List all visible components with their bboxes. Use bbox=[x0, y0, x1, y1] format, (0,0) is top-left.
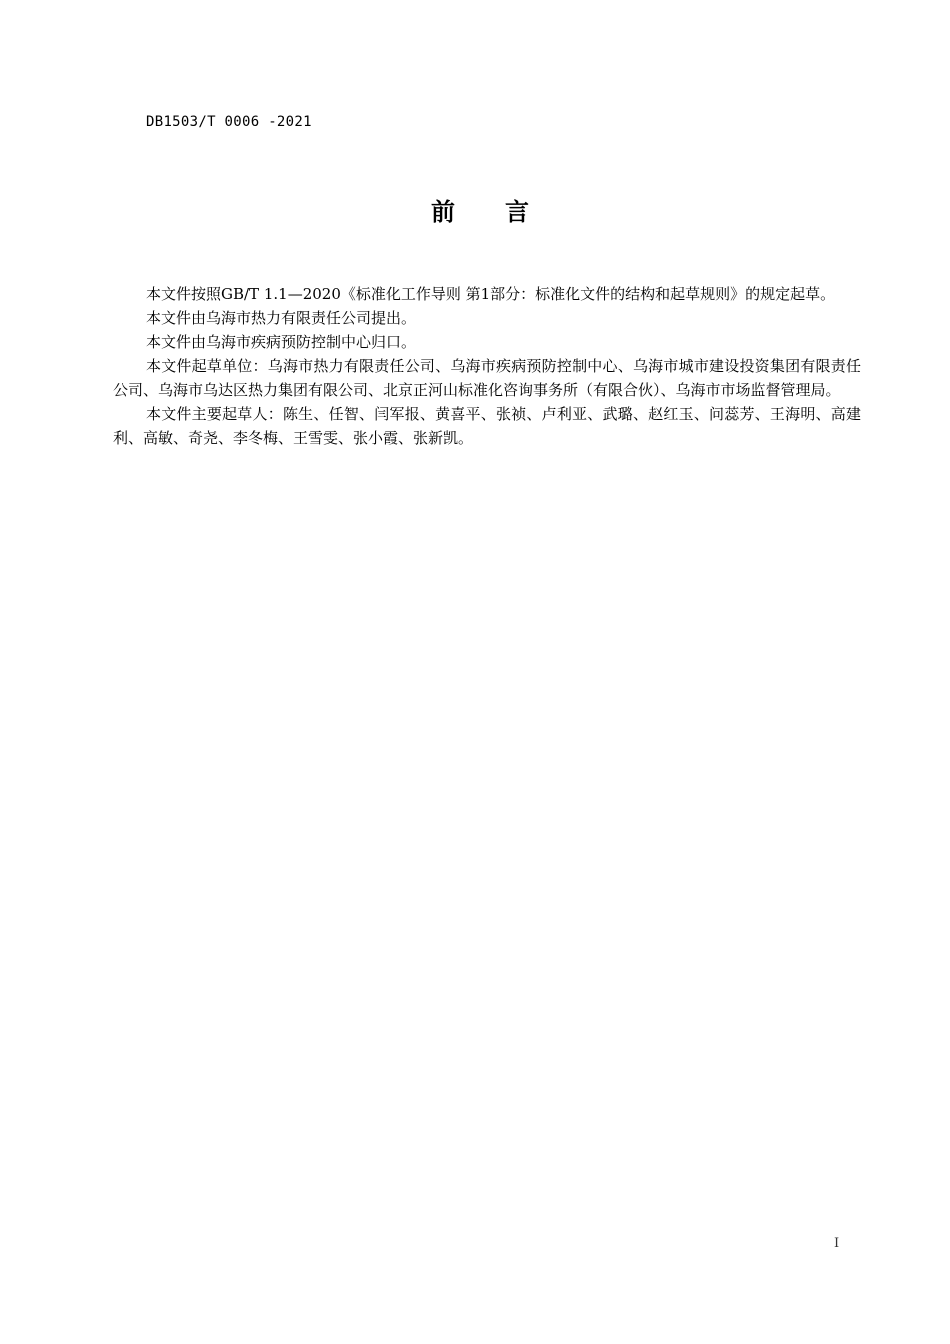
page-title bbox=[0, 196, 950, 228]
page-number: I bbox=[834, 1236, 840, 1251]
title-char-2: 言 bbox=[505, 198, 529, 226]
title-char-1: 前 bbox=[431, 198, 455, 226]
foreword-body bbox=[113, 282, 861, 450]
paragraph-drafting-rules: 本文件按照GB/T 1.1—2020《标准化工作导则 第1部分：标准化文件的结构和起草规则》的规定起草。 bbox=[146, 285, 836, 303]
paragraph-proposer: 本文件由乌海市热力有限责任公司提出。 bbox=[146, 309, 417, 327]
paragraph-centralized-unit: 本文件由乌海市疾病预防控制中心归口。 bbox=[146, 333, 417, 351]
paragraph-drafters: 本文件主要起草人：陈生、任智、闫军报、黄喜平、张祯、卢利亚、武璐、赵红玉、问蕊芳、王海明、高建利、高敏、奇尧、李冬梅、王雪雯、张小霞、张新凯。 bbox=[113, 405, 861, 447]
document-code: DB1503/T 0006 -2021 bbox=[146, 114, 312, 130]
paragraph-drafting-units: 本文件起草单位：乌海市热力有限责任公司、乌海市疾病预防控制中心、乌海市城市建设投资集团有限责任公司、乌海市乌达区热力集团有限公司、北京正河山标准化咨询事务所（有限合伙）、乌海市市场监督管理局。 bbox=[113, 357, 861, 399]
